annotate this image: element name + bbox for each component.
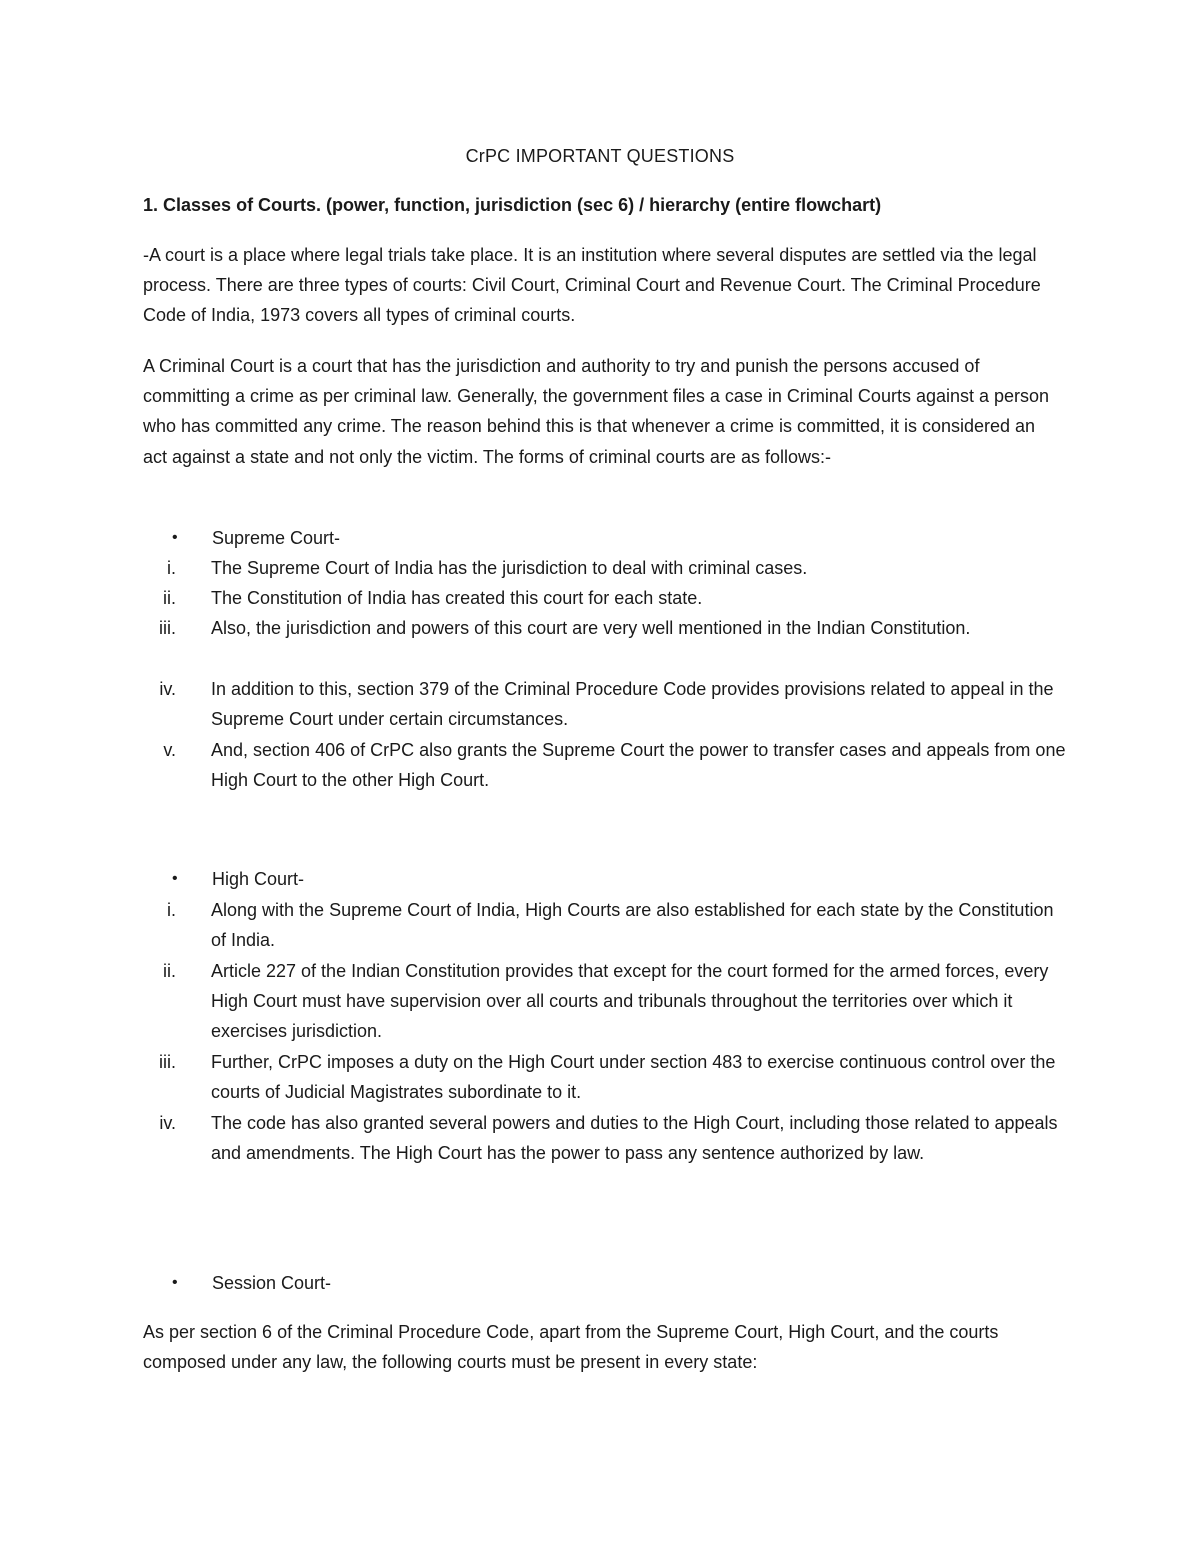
list-item bbox=[110, 895, 1070, 955]
list-item-number: i. bbox=[167, 900, 176, 920]
intro-paragraph: -A court is a place where legal trials take place. It is an institution where several disputes are settled via the legal process. There are three types of courts: Civil Court, Criminal Court and Revenue Court. The Criminal Procedure Code of India, 1973 covers all types of criminal courts. bbox=[143, 245, 1041, 326]
list-item-number: iv. bbox=[159, 679, 176, 699]
bullet-label: Supreme Court- bbox=[212, 528, 341, 548]
list-item-number: ii. bbox=[163, 588, 176, 608]
list-item bbox=[110, 956, 1070, 1047]
list-item-text: The Supreme Court of India has the jurisdiction to deal with criminal cases. bbox=[211, 558, 808, 578]
list-item-number: i. bbox=[167, 558, 176, 578]
list-item bbox=[110, 583, 1070, 613]
criminal-court-paragraph: A Criminal Court is a court that has the jurisdiction and authority to try and punish the persons accused of committing a crime as per criminal law. Generally, the government files a case in Criminal Courts against a person who has committed any crime. The reason behind this is that whenever a crime is committed, it is considered an act against a state and not only the victim. The forms of criminal courts are as follows:- bbox=[143, 356, 1050, 467]
list-item-text: Article 227 of the Indian Constitution provides that except for the court formed for the armed forces, every High Court must have supervision over all courts and tribunals throughout the territories over which it exercises jurisdiction. bbox=[211, 961, 1049, 1042]
list-item bbox=[110, 1047, 1070, 1107]
list-item bbox=[110, 674, 1070, 734]
list-item-number: v. bbox=[163, 740, 176, 760]
list-item bbox=[110, 735, 1070, 795]
bullet-icon: • bbox=[172, 870, 178, 887]
section-heading: 1. Classes of Courts. (power, function, jurisdiction (sec 6) / hierarchy (entire flowchart) bbox=[143, 195, 882, 215]
section6-paragraph: As per section 6 of the Criminal Procedure Code, apart from the Supreme Court, High Court, and the courts composed under any law, the following courts must be present in every state: bbox=[143, 1322, 999, 1373]
list-item-text: Along with the Supreme Court of India, High Courts are also established for each state by the Constitution of India. bbox=[211, 900, 1054, 951]
bullet-icon: • bbox=[172, 1274, 178, 1291]
list-item-text: The code has also granted several powers and duties to the High Court, including those related to appeals and amendments. The High Court has the power to pass any sentence authorized by law. bbox=[211, 1113, 1058, 1164]
bullet-high-court bbox=[172, 864, 304, 894]
list-item-text: Also, the jurisdiction and powers of this court are very well mentioned in the Indian Constitution. bbox=[211, 618, 971, 638]
list-item bbox=[110, 553, 1070, 583]
bullet-icon: • bbox=[172, 529, 178, 546]
list-item-text: And, section 406 of CrPC also grants the Supreme Court the power to transfer cases and appeals from one High Court to the other High Court. bbox=[211, 740, 1066, 791]
list-item-number: iv. bbox=[159, 1113, 176, 1133]
document-title: CrPC IMPORTANT QUESTIONS bbox=[465, 146, 735, 166]
bullet-label: Session Court- bbox=[212, 1273, 332, 1293]
list-item-text: Further, CrPC imposes a duty on the High Court under section 483 to exercise continuous control over the courts of Judicial Magistrates subordinate to it. bbox=[211, 1052, 1056, 1103]
bullet-label: High Court- bbox=[212, 869, 305, 889]
bullet-session-court bbox=[172, 1268, 331, 1298]
list-item-number: ii. bbox=[163, 961, 176, 981]
list-item-number: iii. bbox=[159, 618, 176, 638]
list-item bbox=[110, 613, 1070, 643]
bullet-supreme-court bbox=[172, 523, 340, 553]
list-item-text: The Constitution of India has created this court for each state. bbox=[211, 588, 703, 608]
list-item-text: In addition to this, section 379 of the Criminal Procedure Code provides provisions related to appeal in the Supreme Court under certain circumstances. bbox=[211, 679, 1054, 730]
list-item bbox=[110, 1108, 1070, 1168]
list-item-number: iii. bbox=[159, 1052, 176, 1072]
